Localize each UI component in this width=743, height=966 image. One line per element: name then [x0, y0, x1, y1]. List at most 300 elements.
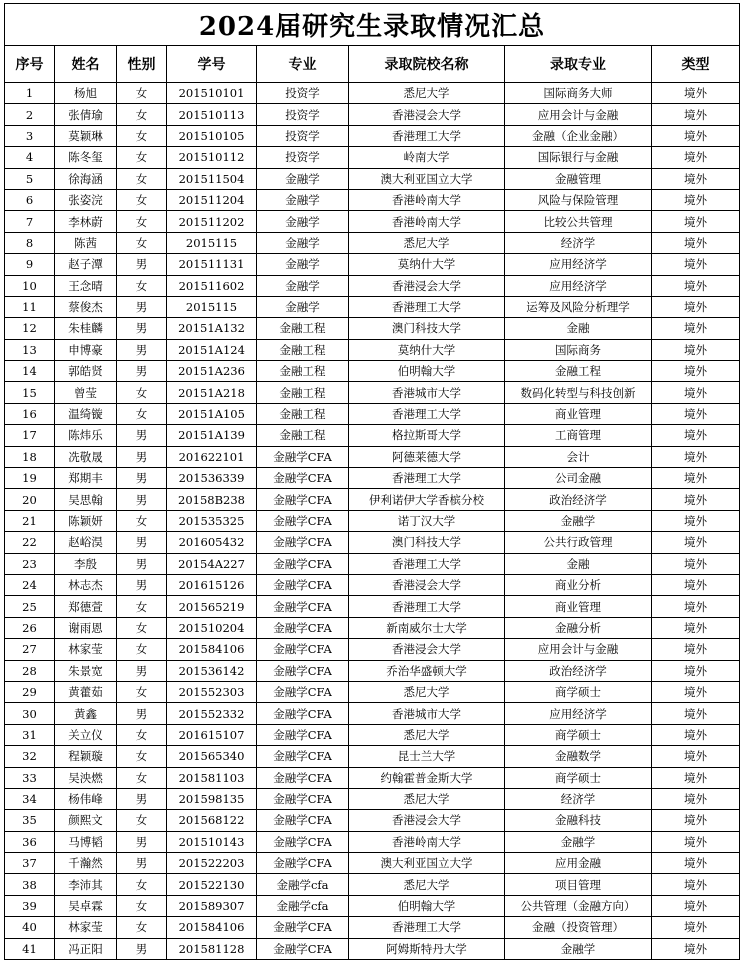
cell-admitted-school: 阿德莱德大学: [349, 446, 505, 467]
cell-major: 金融工程: [257, 339, 349, 360]
cell-index: 25: [5, 596, 55, 617]
cell-type: 境外: [652, 189, 740, 210]
cell-student-id: 201552332: [167, 703, 257, 724]
cell-gender: 男: [117, 489, 167, 510]
cell-admitted-school: 约翰霍普金斯大学: [349, 767, 505, 788]
cell-student-id: 201589307: [167, 895, 257, 916]
header-major: 专业: [257, 46, 349, 83]
cell-admitted-school: 诺丁汉大学: [349, 510, 505, 531]
cell-name: 马博韬: [55, 831, 117, 852]
cell-student-id: 201522130: [167, 874, 257, 895]
cell-admitted-major: 金融数学: [505, 746, 652, 767]
cell-student-id: 2015115: [167, 296, 257, 317]
cell-gender: 女: [117, 232, 167, 253]
cell-name: 黄鑫: [55, 703, 117, 724]
cell-name: 李殷: [55, 553, 117, 574]
cell-student-id: 20151A139: [167, 425, 257, 446]
cell-name: 林志杰: [55, 574, 117, 595]
cell-index: 35: [5, 810, 55, 831]
cell-type: 境外: [652, 104, 740, 125]
table-row: [5, 596, 740, 617]
cell-admitted-major: 商学硕士: [505, 767, 652, 788]
cell-name: 千瀚然: [55, 853, 117, 874]
cell-admitted-school: 悉尼大学: [349, 788, 505, 809]
header-type: 类型: [652, 46, 740, 83]
header-admitted-school: 录取院校名称: [349, 46, 505, 83]
cell-admitted-major: 会计: [505, 446, 652, 467]
cell-major: 金融学CFA: [257, 574, 349, 595]
cell-admitted-major: 应用经济学: [505, 275, 652, 296]
cell-student-id: 201622101: [167, 446, 257, 467]
cell-student-id: 20158B238: [167, 489, 257, 510]
cell-admitted-school: 香港城市大学: [349, 703, 505, 724]
cell-name: 蔡俊杰: [55, 296, 117, 317]
cell-admitted-school: 悉尼大学: [349, 724, 505, 745]
cell-admitted-school: 悉尼大学: [349, 83, 505, 104]
cell-name: 吴卓霖: [55, 895, 117, 916]
cell-admitted-major: 工商管理: [505, 425, 652, 446]
cell-student-id: 201522203: [167, 853, 257, 874]
cell-admitted-school: 香港城市大学: [349, 382, 505, 403]
cell-admitted-major: 金融: [505, 553, 652, 574]
cell-admitted-major: 金融工程: [505, 361, 652, 382]
cell-admitted-major: 应用会计与金融: [505, 639, 652, 660]
cell-index: 34: [5, 788, 55, 809]
cell-student-id: 20151A105: [167, 403, 257, 424]
cell-admitted-major: 商业管理: [505, 403, 652, 424]
cell-major: 金融工程: [257, 361, 349, 382]
cell-name: 李林蔚: [55, 211, 117, 232]
cell-admitted-major: 金融（投资管理）: [505, 917, 652, 938]
table-row: [5, 125, 740, 146]
cell-gender: 女: [117, 917, 167, 938]
cell-admitted-school: 澳门科技大学: [349, 318, 505, 339]
cell-student-id: 20151A132: [167, 318, 257, 339]
cell-admitted-school: 香港理工大学: [349, 403, 505, 424]
cell-major: 金融学CFA: [257, 446, 349, 467]
table-row: [5, 382, 740, 403]
cell-student-id: 201568122: [167, 810, 257, 831]
cell-gender: 女: [117, 617, 167, 638]
cell-type: 境外: [652, 574, 740, 595]
cell-gender: 女: [117, 147, 167, 168]
cell-index: 36: [5, 831, 55, 852]
cell-gender: 女: [117, 596, 167, 617]
cell-admitted-school: 岭南大学: [349, 147, 505, 168]
cell-major: 金融学CFA: [257, 724, 349, 745]
table-row: [5, 403, 740, 424]
cell-gender: 男: [117, 553, 167, 574]
cell-student-id: 201598135: [167, 788, 257, 809]
cell-student-id: 20151A218: [167, 382, 257, 403]
cell-type: 境外: [652, 617, 740, 638]
table-row: [5, 874, 740, 895]
cell-name: 谢雨恩: [55, 617, 117, 638]
cell-major: 金融学CFA: [257, 532, 349, 553]
cell-admitted-major: 经济学: [505, 232, 652, 253]
table-row: [5, 767, 740, 788]
cell-admitted-major: 商业分析: [505, 574, 652, 595]
cell-major: 金融学CFA: [257, 703, 349, 724]
cell-admitted-major: 应用会计与金融: [505, 104, 652, 125]
cell-gender: 女: [117, 189, 167, 210]
cell-admitted-school: 莫纳什大学: [349, 254, 505, 275]
cell-major: 投资学: [257, 83, 349, 104]
header-admitted-major: 录取专业: [505, 46, 652, 83]
cell-type: 境外: [652, 532, 740, 553]
cell-type: 境外: [652, 895, 740, 916]
cell-name: 冼敬晟: [55, 446, 117, 467]
cell-major: 金融工程: [257, 425, 349, 446]
table-row: [5, 211, 740, 232]
cell-admitted-school: 乔治华盛顿大学: [349, 660, 505, 681]
admission-table: [4, 3, 740, 960]
table-row: [5, 853, 740, 874]
cell-name: 陈颖妍: [55, 510, 117, 531]
table-row: [5, 724, 740, 745]
cell-gender: 男: [117, 339, 167, 360]
cell-index: 28: [5, 660, 55, 681]
header-row: [5, 46, 740, 83]
cell-admitted-school: 香港浸会大学: [349, 275, 505, 296]
cell-student-id: 201605432: [167, 532, 257, 553]
cell-student-id: 201581128: [167, 938, 257, 959]
cell-name: 李沛其: [55, 874, 117, 895]
cell-index: 21: [5, 510, 55, 531]
cell-index: 22: [5, 532, 55, 553]
cell-name: 郑期丰: [55, 468, 117, 489]
cell-index: 17: [5, 425, 55, 446]
cell-type: 境外: [652, 211, 740, 232]
cell-type: 境外: [652, 510, 740, 531]
cell-name: 林家莹: [55, 639, 117, 660]
cell-index: 3: [5, 125, 55, 146]
table-row: [5, 83, 740, 104]
cell-admitted-school: 新南威尔士大学: [349, 617, 505, 638]
cell-admitted-major: 公共管理（金融方向）: [505, 895, 652, 916]
cell-name: 吴思翰: [55, 489, 117, 510]
cell-student-id: 201536339: [167, 468, 257, 489]
table-row: [5, 189, 740, 210]
cell-gender: 女: [117, 874, 167, 895]
cell-major: 金融学CFA: [257, 617, 349, 638]
cell-name: 吴泱燃: [55, 767, 117, 788]
table-row: [5, 917, 740, 938]
cell-type: 境外: [652, 917, 740, 938]
cell-type: 境外: [652, 382, 740, 403]
cell-major: 金融工程: [257, 403, 349, 424]
cell-type: 境外: [652, 853, 740, 874]
cell-major: 投资学: [257, 104, 349, 125]
cell-student-id: 201510101: [167, 83, 257, 104]
table-row: [5, 339, 740, 360]
cell-admitted-school: 伯明翰大学: [349, 361, 505, 382]
cell-index: 37: [5, 853, 55, 874]
cell-index: 15: [5, 382, 55, 403]
cell-admitted-major: 金融管理: [505, 168, 652, 189]
cell-gender: 男: [117, 296, 167, 317]
table-row: [5, 553, 740, 574]
cell-gender: 男: [117, 361, 167, 382]
cell-index: 24: [5, 574, 55, 595]
cell-major: 金融学CFA: [257, 831, 349, 852]
cell-major: 金融学: [257, 168, 349, 189]
cell-student-id: 201510113: [167, 104, 257, 125]
cell-student-id: 201511131: [167, 254, 257, 275]
cell-major: 金融学: [257, 211, 349, 232]
cell-type: 境外: [652, 147, 740, 168]
cell-student-id: 201511504: [167, 168, 257, 189]
cell-major: 金融工程: [257, 382, 349, 403]
cell-student-id: 2015115: [167, 232, 257, 253]
table-row: [5, 468, 740, 489]
cell-gender: 男: [117, 660, 167, 681]
cell-admitted-school: 伊利诺伊大学香槟分校: [349, 489, 505, 510]
cell-admitted-school: 悉尼大学: [349, 874, 505, 895]
cell-gender: 女: [117, 681, 167, 702]
cell-major: 金融学: [257, 189, 349, 210]
table-row: [5, 617, 740, 638]
cell-gender: 女: [117, 168, 167, 189]
cell-admitted-major: 金融分析: [505, 617, 652, 638]
cell-student-id: 201615107: [167, 724, 257, 745]
cell-gender: 女: [117, 403, 167, 424]
cell-admitted-major: 比较公共管理: [505, 211, 652, 232]
cell-admitted-major: 商学硕士: [505, 724, 652, 745]
table-row: [5, 318, 740, 339]
cell-admitted-school: 香港理工大学: [349, 468, 505, 489]
table-row: [5, 254, 740, 275]
cell-student-id: 201565340: [167, 746, 257, 767]
cell-major: 金融学: [257, 296, 349, 317]
cell-name: 赵峪淏: [55, 532, 117, 553]
cell-major: 金融学CFA: [257, 553, 349, 574]
cell-type: 境外: [652, 639, 740, 660]
cell-gender: 男: [117, 532, 167, 553]
cell-admitted-school: 香港理工大学: [349, 917, 505, 938]
cell-gender: 男: [117, 938, 167, 959]
cell-admitted-major: 国际商务: [505, 339, 652, 360]
cell-index: 32: [5, 746, 55, 767]
cell-student-id: 201511204: [167, 189, 257, 210]
cell-admitted-school: 格拉斯哥大学: [349, 425, 505, 446]
cell-admitted-school: 香港岭南大学: [349, 211, 505, 232]
cell-gender: 女: [117, 895, 167, 916]
cell-admitted-school: 莫纳什大学: [349, 339, 505, 360]
cell-name: 郭皓贤: [55, 361, 117, 382]
cell-admitted-school: 悉尼大学: [349, 232, 505, 253]
cell-admitted-school: 香港理工大学: [349, 125, 505, 146]
table-title: 2024届研究生录取情况汇总: [5, 4, 740, 46]
cell-admitted-school: 香港理工大学: [349, 296, 505, 317]
cell-name: 杨伟峰: [55, 788, 117, 809]
table-row: [5, 361, 740, 382]
cell-index: 20: [5, 489, 55, 510]
cell-major: 投资学: [257, 147, 349, 168]
cell-major: 金融学CFA: [257, 510, 349, 531]
cell-index: 40: [5, 917, 55, 938]
cell-gender: 男: [117, 446, 167, 467]
cell-type: 境外: [652, 724, 740, 745]
cell-index: 33: [5, 767, 55, 788]
cell-gender: 女: [117, 211, 167, 232]
cell-index: 31: [5, 724, 55, 745]
cell-index: 11: [5, 296, 55, 317]
cell-index: 30: [5, 703, 55, 724]
cell-student-id: 201584106: [167, 917, 257, 938]
cell-gender: 女: [117, 639, 167, 660]
table-row: [5, 810, 740, 831]
cell-admitted-school: 阿姆斯特丹大学: [349, 938, 505, 959]
cell-admitted-school: 伯明翰大学: [349, 895, 505, 916]
cell-admitted-major: 国际商务大师: [505, 83, 652, 104]
cell-type: 境外: [652, 874, 740, 895]
cell-admitted-major: 应用经济学: [505, 254, 652, 275]
cell-index: 1: [5, 83, 55, 104]
cell-admitted-major: 商学硕士: [505, 681, 652, 702]
table-body: [5, 83, 740, 960]
cell-name: 黄藿茹: [55, 681, 117, 702]
cell-student-id: 20151A236: [167, 361, 257, 382]
cell-index: 18: [5, 446, 55, 467]
table-row: [5, 232, 740, 253]
cell-name: 朱桂麟: [55, 318, 117, 339]
table-row: [5, 104, 740, 125]
cell-name: 徐海涵: [55, 168, 117, 189]
cell-name: 陈茜: [55, 232, 117, 253]
cell-admitted-major: 政治经济学: [505, 660, 652, 681]
cell-type: 境外: [652, 746, 740, 767]
cell-major: 金融学cfa: [257, 895, 349, 916]
table-row: [5, 147, 740, 168]
cell-gender: 男: [117, 468, 167, 489]
cell-type: 境外: [652, 596, 740, 617]
cell-type: 境外: [652, 232, 740, 253]
cell-student-id: 201510105: [167, 125, 257, 146]
cell-admitted-major: 应用金融: [505, 853, 652, 874]
cell-gender: 女: [117, 746, 167, 767]
cell-name: 陈冬玺: [55, 147, 117, 168]
cell-name: 王念晴: [55, 275, 117, 296]
cell-major: 金融学CFA: [257, 639, 349, 660]
cell-major: 金融学CFA: [257, 596, 349, 617]
cell-type: 境外: [652, 275, 740, 296]
cell-name: 赵子潭: [55, 254, 117, 275]
cell-name: 关立仪: [55, 724, 117, 745]
cell-gender: 男: [117, 254, 167, 275]
cell-student-id: 201615126: [167, 574, 257, 595]
table-row: [5, 296, 740, 317]
cell-type: 境外: [652, 468, 740, 489]
cell-major: 金融学CFA: [257, 788, 349, 809]
table-row: [5, 532, 740, 553]
cell-admitted-major: 项目管理: [505, 874, 652, 895]
table-row: [5, 168, 740, 189]
cell-index: 13: [5, 339, 55, 360]
cell-admitted-school: 香港岭南大学: [349, 189, 505, 210]
cell-type: 境外: [652, 446, 740, 467]
cell-gender: 女: [117, 510, 167, 531]
cell-type: 境外: [652, 938, 740, 959]
cell-index: 41: [5, 938, 55, 959]
cell-index: 6: [5, 189, 55, 210]
cell-index: 26: [5, 617, 55, 638]
cell-student-id: 201535325: [167, 510, 257, 531]
cell-type: 境外: [652, 254, 740, 275]
cell-major: 投资学: [257, 125, 349, 146]
cell-type: 境外: [652, 361, 740, 382]
header-index: 序号: [5, 46, 55, 83]
cell-type: 境外: [652, 318, 740, 339]
cell-name: 林家莹: [55, 917, 117, 938]
cell-admitted-major: 金融科技: [505, 810, 652, 831]
cell-gender: 女: [117, 104, 167, 125]
header-student-id: 学号: [167, 46, 257, 83]
cell-student-id: 201565219: [167, 596, 257, 617]
cell-admitted-school: 香港浸会大学: [349, 810, 505, 831]
cell-admitted-school: 昆士兰大学: [349, 746, 505, 767]
table-row: [5, 510, 740, 531]
header-gender: 性别: [117, 46, 167, 83]
cell-admitted-major: 商业管理: [505, 596, 652, 617]
cell-admitted-major: 数码化转型与科技创新: [505, 382, 652, 403]
table-row: [5, 660, 740, 681]
table-row: [5, 639, 740, 660]
cell-name: 颜熙文: [55, 810, 117, 831]
cell-admitted-school: 香港浸会大学: [349, 104, 505, 125]
cell-student-id: 201511602: [167, 275, 257, 296]
cell-student-id: 20151A124: [167, 339, 257, 360]
cell-student-id: 201552303: [167, 681, 257, 702]
table-row: [5, 895, 740, 916]
cell-major: 金融工程: [257, 318, 349, 339]
table-row: [5, 574, 740, 595]
table-row: [5, 681, 740, 702]
cell-name: 郑德萱: [55, 596, 117, 617]
cell-gender: 女: [117, 810, 167, 831]
cell-index: 14: [5, 361, 55, 382]
cell-major: 金融学CFA: [257, 810, 349, 831]
cell-type: 境外: [652, 810, 740, 831]
cell-name: 冯正阳: [55, 938, 117, 959]
cell-major: 金融学: [257, 254, 349, 275]
cell-major: 金融学CFA: [257, 746, 349, 767]
cell-student-id: 201510112: [167, 147, 257, 168]
cell-name: 莫颖琳: [55, 125, 117, 146]
cell-student-id: 201581103: [167, 767, 257, 788]
table-row: [5, 425, 740, 446]
cell-student-id: 201511202: [167, 211, 257, 232]
cell-admitted-major: 金融: [505, 318, 652, 339]
cell-admitted-school: 香港浸会大学: [349, 639, 505, 660]
cell-name: 张姿浣: [55, 189, 117, 210]
cell-name: 张倩瑜: [55, 104, 117, 125]
cell-type: 境外: [652, 767, 740, 788]
table-row: [5, 275, 740, 296]
table-row: [5, 703, 740, 724]
cell-major: 金融学CFA: [257, 938, 349, 959]
cell-name: 陈炜乐: [55, 425, 117, 446]
cell-admitted-major: 运筹及风险分析理学: [505, 296, 652, 317]
cell-index: 8: [5, 232, 55, 253]
cell-gender: 女: [117, 382, 167, 403]
cell-major: 金融学CFA: [257, 660, 349, 681]
cell-admitted-school: 香港理工大学: [349, 553, 505, 574]
admission-sheet: [4, 3, 739, 962]
cell-gender: 女: [117, 275, 167, 296]
cell-name: 朱景宽: [55, 660, 117, 681]
cell-admitted-school: 澳大利亚国立大学: [349, 168, 505, 189]
